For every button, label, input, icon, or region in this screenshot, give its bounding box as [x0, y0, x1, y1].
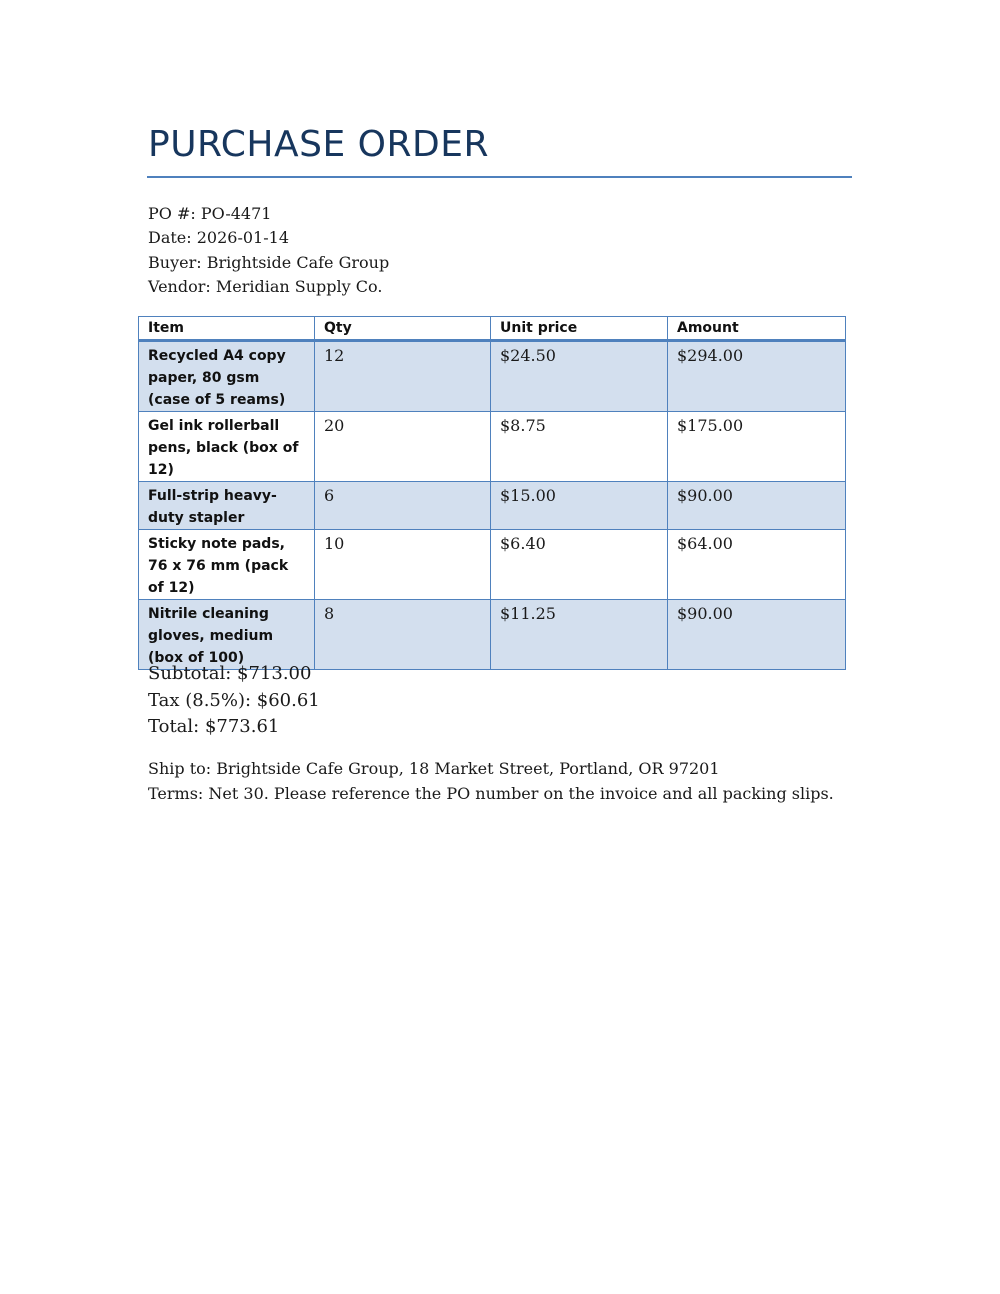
column-header-item: Item: [139, 317, 315, 341]
qty-cell: 6: [315, 482, 491, 530]
document-title: PURCHASE ORDER: [148, 124, 489, 165]
unit-price-cell: $6.40: [491, 530, 668, 600]
total: Total: $773.61: [148, 716, 280, 737]
item-cell: Full-strip heavy-duty stapler: [139, 482, 315, 530]
subtotal: Subtotal: $713.00: [148, 663, 312, 684]
po-number: PO #: PO-4471: [148, 204, 272, 223]
item-cell: Recycled A4 copy paper, 80 gsm (case of 5 reams): [139, 341, 315, 412]
unit-price-cell: $8.75: [491, 412, 668, 482]
qty-cell: 10: [315, 530, 491, 600]
order-details: [148, 202, 389, 299]
totals-block: [148, 661, 320, 741]
item-cell: Gel ink rollerball pens, black (box of 12): [139, 412, 315, 482]
unit-price-cell: $15.00: [491, 482, 668, 530]
notes-block: [148, 757, 834, 806]
qty-cell: 12: [315, 341, 491, 412]
item-cell: Sticky note pads, 76 x 76 mm (pack of 12): [139, 530, 315, 600]
amount-cell: $90.00: [668, 482, 846, 530]
amount-cell: $90.00: [668, 600, 846, 670]
unit-price-cell: $11.25: [491, 600, 668, 670]
table-row: [139, 482, 846, 530]
buyer: Buyer: Brightside Cafe Group: [148, 252, 390, 272]
amount-cell: $294.00: [668, 341, 846, 412]
amount-cell: $175.00: [668, 412, 846, 482]
title-underline: [147, 176, 852, 178]
amount-cell: $64.00: [668, 530, 846, 600]
table-header-row: [139, 317, 846, 341]
table-row: [139, 412, 846, 482]
payment-terms: Terms: Net 30. Please reference the PO number on the invoice and all packing slips.: [148, 783, 834, 803]
ship-to: Ship to: Brightside Cafe Group, 18 Market Street, Portland, OR 97201: [148, 759, 720, 778]
table-row: [139, 530, 846, 600]
table-row: [139, 600, 846, 670]
qty-cell: 20: [315, 412, 491, 482]
unit-price-cell: $24.50: [491, 341, 668, 412]
column-header-amount: Amount: [668, 317, 846, 341]
tax: Tax (8.5%): $60.61: [148, 689, 320, 711]
vendor: Vendor: Meridian Supply Co.: [148, 276, 383, 296]
qty-cell: 8: [315, 600, 491, 670]
item-cell: Nitrile cleaning gloves, medium (box of 100): [139, 600, 315, 670]
table-row: [139, 341, 846, 412]
column-header-qty: Qty: [315, 317, 491, 341]
column-header-unit-price: Unit price: [491, 317, 668, 341]
order-date: Date: 2026-01-14: [148, 228, 289, 248]
line-items-table: [138, 316, 846, 670]
